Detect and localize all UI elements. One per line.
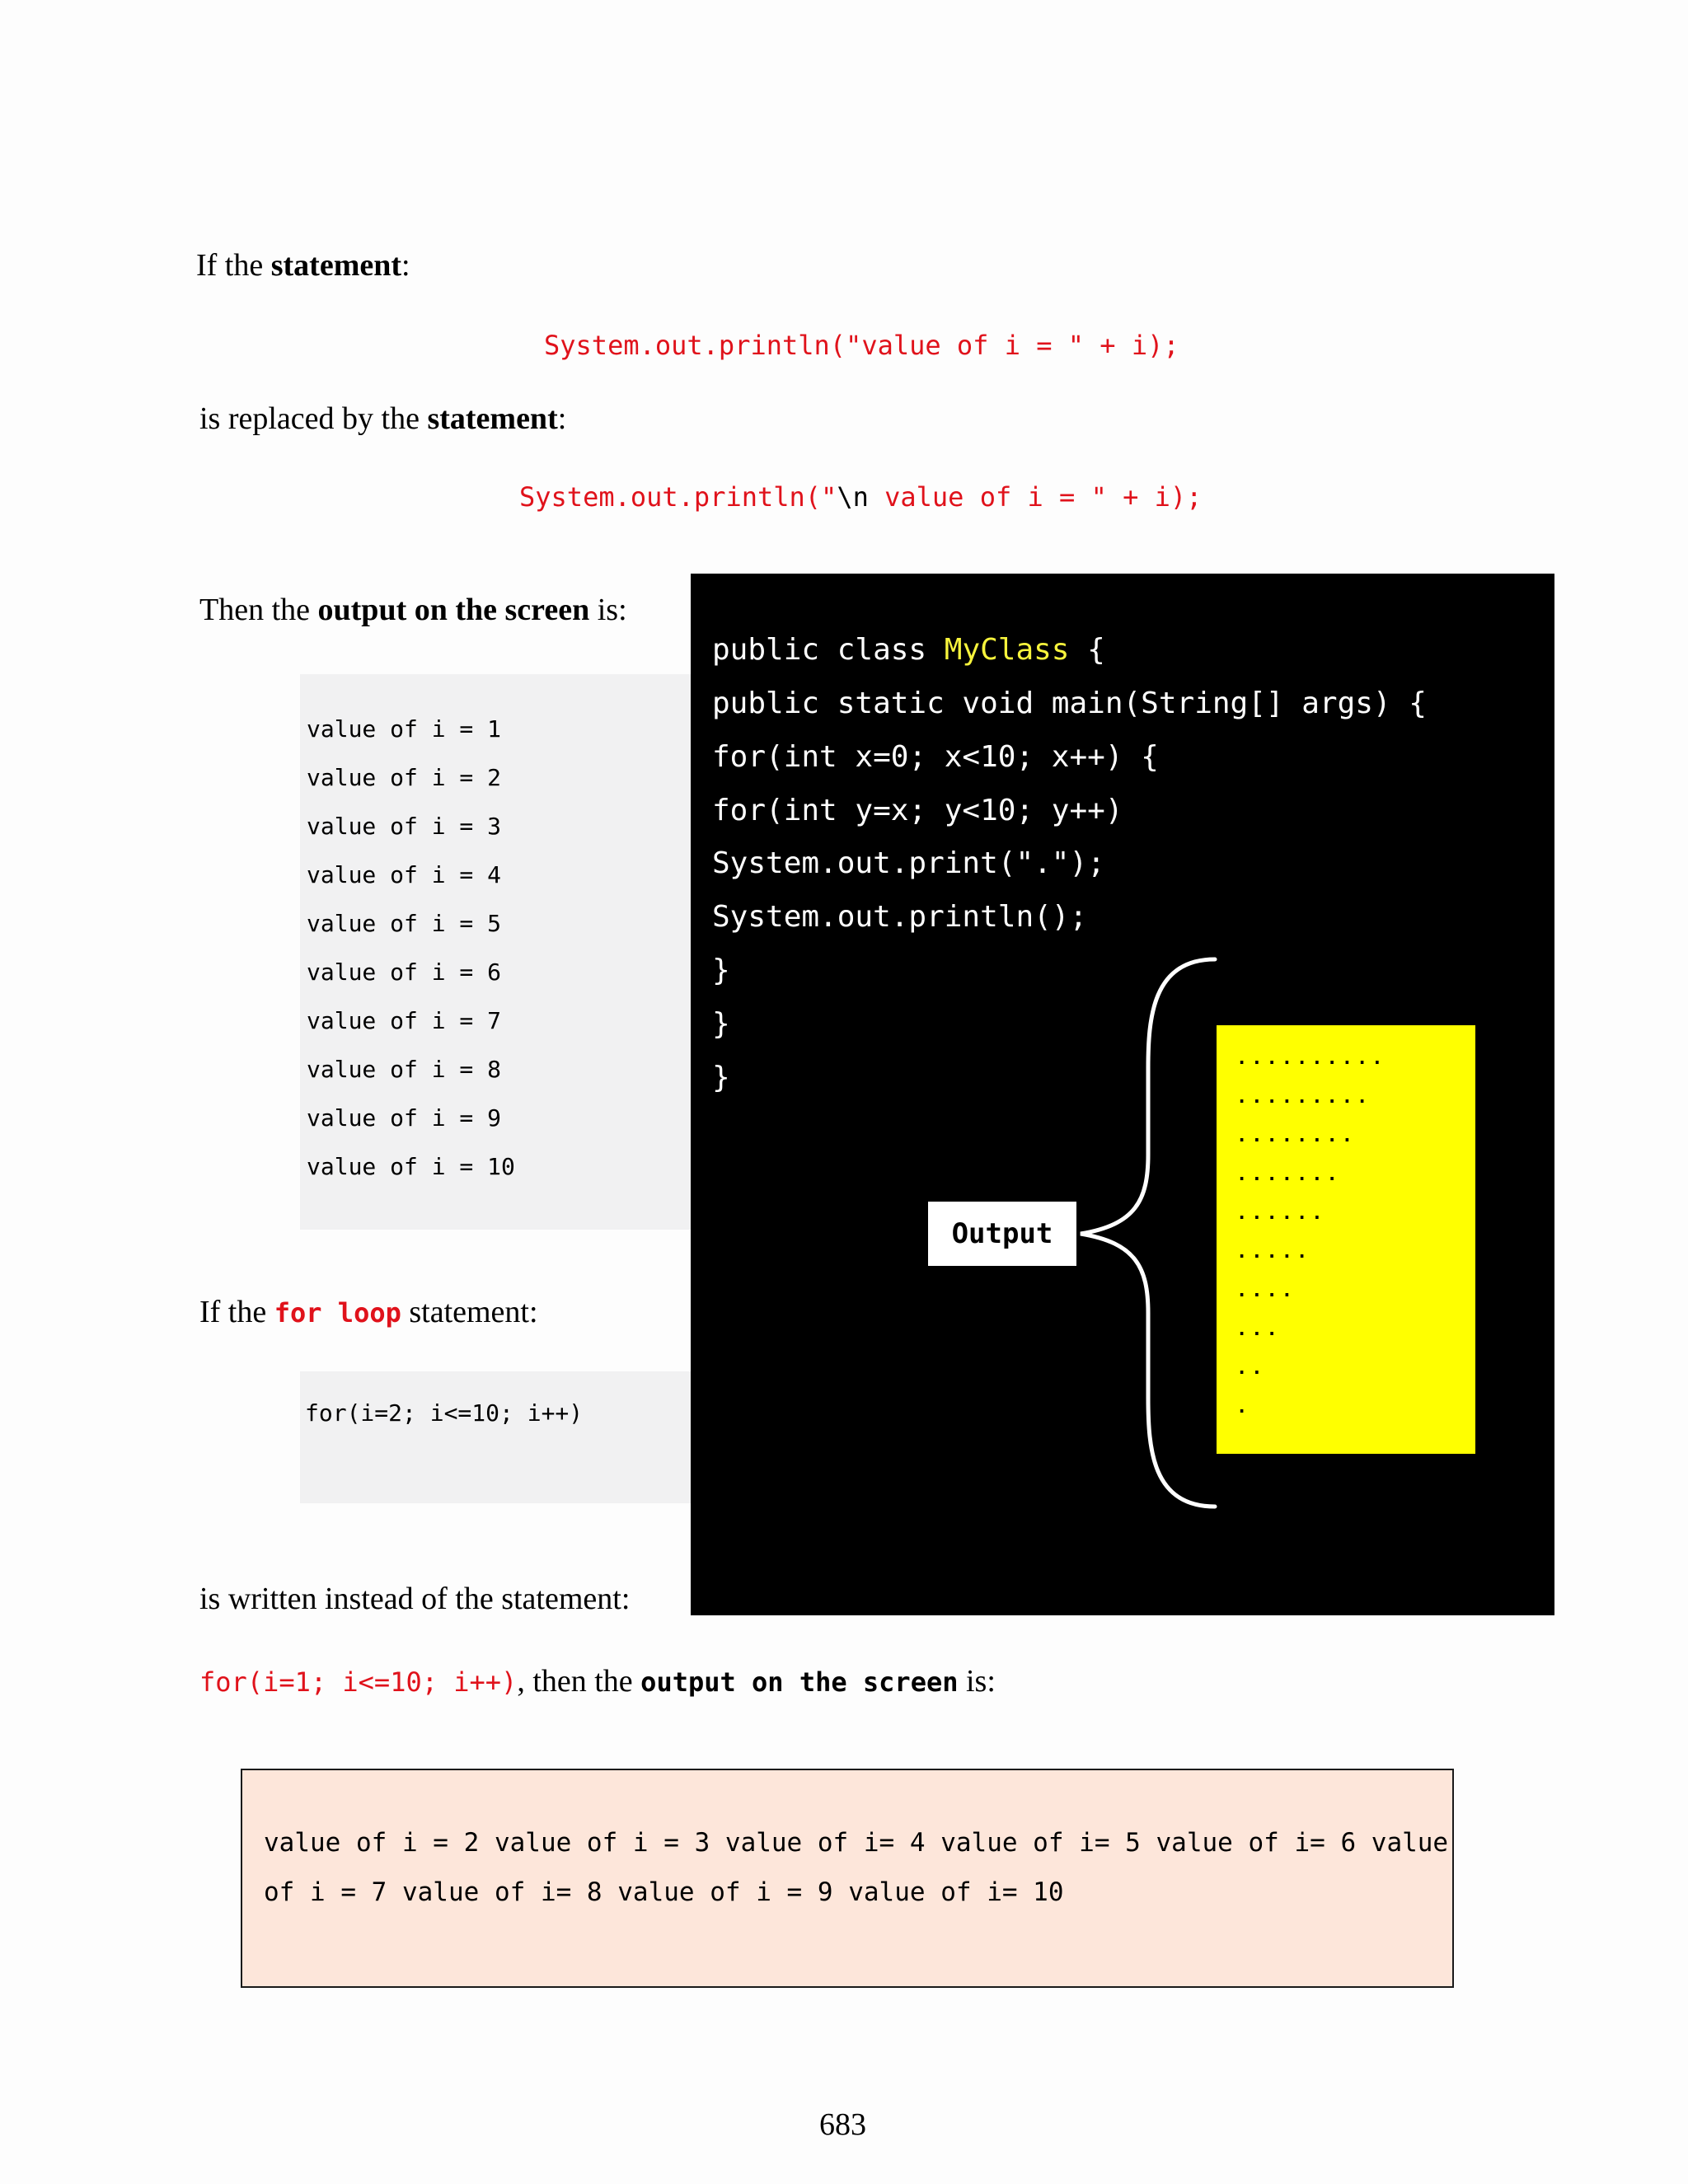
output-line: value of i = 10 xyxy=(307,1153,515,1180)
dot-row: .... xyxy=(1236,1281,1296,1301)
output-label: Output xyxy=(928,1202,1076,1266)
dot-row: .......... xyxy=(1236,1048,1387,1069)
dot-row: ......... xyxy=(1236,1087,1372,1108)
code-line: System.out.println(); xyxy=(712,900,1088,934)
result-line: value of i = 2 value of i = 3 value of i= 4 value of i= 5 value of i= 6 value xyxy=(264,1828,1449,1858)
dot-row: .. xyxy=(1236,1358,1267,1379)
output-line: value of i = 6 xyxy=(307,958,502,986)
result-line: of i = 7 value of i= 8 value of i = 9 value of i= 10 xyxy=(264,1877,1064,1907)
dot-row: ....... xyxy=(1236,1165,1342,1185)
paragraph-if-statement: If the statement: xyxy=(196,248,410,283)
dot-row: ...... xyxy=(1236,1203,1327,1224)
dot-row: . xyxy=(1236,1397,1252,1418)
code-line: public static void main(String[] args) { xyxy=(712,687,1427,720)
paragraph-written-instead: is written instead of the statement: xyxy=(199,1582,631,1616)
output-line: value of i = 7 xyxy=(307,1007,502,1034)
dot-row: ... xyxy=(1236,1319,1282,1340)
code-example-panel xyxy=(691,574,1554,1615)
output-line: value of i = 9 xyxy=(307,1104,502,1132)
paragraph-replaced-by: is replaced by the statement: xyxy=(199,401,567,436)
dots-output-box xyxy=(1217,1025,1475,1454)
output-line: value of i = 5 xyxy=(307,910,502,937)
output-line: value of i = 8 xyxy=(307,1056,502,1083)
code-line: } xyxy=(712,954,730,987)
class-name: MyClass xyxy=(944,633,1070,667)
dot-row: ........ xyxy=(1236,1126,1357,1146)
paragraph-output-on-screen: Then the output on the screen is: xyxy=(199,593,627,627)
code-println-newline: System.out.println("\n value of i = " + i); xyxy=(519,481,1203,513)
paragraph-for-loop: If the for loop statement: xyxy=(199,1295,538,1329)
code-line: public class MyClass { xyxy=(712,633,1105,667)
paragraph-then-output: for(i=1; i<=10; i++), then the output on the screen is: xyxy=(199,1664,996,1699)
for-statement-box xyxy=(300,1371,696,1503)
result-output-box xyxy=(241,1769,1454,1988)
dot-row: ..... xyxy=(1236,1242,1312,1263)
output-line: value of i = 3 xyxy=(307,813,502,840)
output-line: value of i = 1 xyxy=(307,715,502,743)
output-line: value of i = 2 xyxy=(307,764,502,791)
for-statement-code: for(i=2; i<=10; i++) xyxy=(305,1399,584,1427)
page-number: 683 xyxy=(819,2107,866,2142)
output-line: value of i = 4 xyxy=(307,861,502,888)
code-line: System.out.print("."); xyxy=(712,846,1105,880)
code-line: for(int x=0; x<10; x++) { xyxy=(712,740,1159,774)
output-listing-box xyxy=(300,674,696,1230)
code-line: } xyxy=(712,1007,730,1041)
code-line: for(int y=x; y<10; y++) xyxy=(712,794,1123,827)
code-println-original: System.out.println("value of i = " + i); xyxy=(544,330,1179,361)
code-line: } xyxy=(712,1061,730,1094)
